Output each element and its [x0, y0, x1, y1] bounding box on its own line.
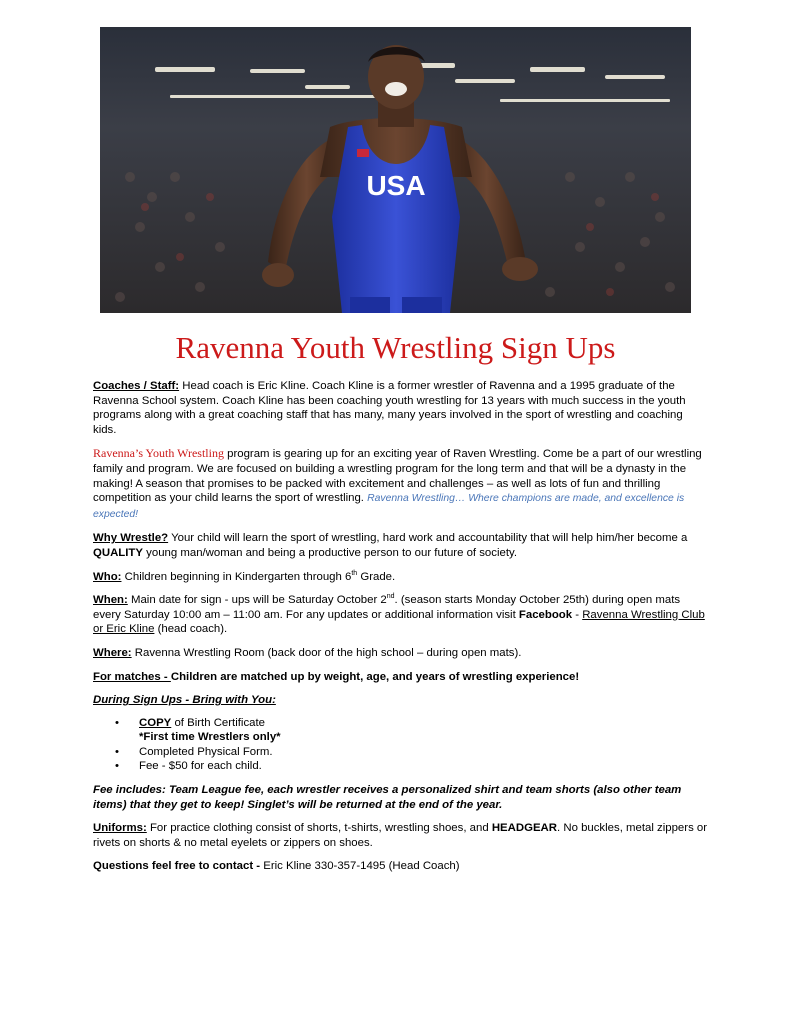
uniforms-paragraph [93, 821, 708, 850]
questions-paragraph [93, 859, 708, 874]
uniforms-label: Uniforms: [93, 822, 147, 835]
where-text: Ravenna Wrestling Room (back door of the high school – during open mats). [131, 646, 522, 659]
list-item: • Completed Physical Form. [139, 745, 708, 760]
bring-label: During Sign Ups - Bring with You: [93, 694, 276, 707]
page-title: Ravenna Youth Wrestling Sign Ups [175, 330, 616, 365]
who-label: Who: [93, 570, 122, 583]
who-paragraph [93, 570, 708, 585]
list-item: • Fee - $50 for each child. [139, 759, 708, 774]
program-paragraph [93, 446, 708, 522]
wrestler-photo-illustration [100, 27, 691, 313]
coaches-label: Coaches / Staff: [93, 380, 180, 392]
facebook-link[interactable]: Ravenna Wrestling Club or Eric Kline [93, 608, 705, 636]
flag-icon [357, 149, 369, 157]
bring-list [93, 716, 708, 774]
uniforms-text-2: . No buckles, metal zippers or rivets on shorts & no metal eyelets or zippers on shoes. [93, 822, 708, 849]
questions-text: Eric Kline 330-357-1495 (Head Coach) [263, 860, 460, 873]
who-text-1: Children beginning in Kindergarten through 6 [121, 570, 352, 583]
why-text-2: young man/woman and being a productive person to our future of society. [143, 546, 518, 559]
hero-photo [100, 27, 691, 313]
program-name: Ravenna’s Youth Wrestling [93, 446, 224, 461]
coaches-paragraph [93, 379, 708, 437]
coaches-text: Head coach is Eric Kline. Coach Kline is a former wrestler of Ravenna and a 1995 graduate of the Ravenna School system. Coach Kline has been coaching youth wrestling for 13 years with much success in the youth programs along with a great coaching staff that has many, many years involved in the sport of wrestling and coaching kids. [93, 380, 686, 436]
program-tagline: Ravenna Wrestling… Where champions are made, and excellence is expected! [93, 493, 685, 520]
list-item [139, 716, 708, 745]
when-paragraph [93, 593, 708, 637]
program-text: program is gearing up for an exciting year of Raven Wrestling. Come be a part of our wrestling family and program. We are focused on building a wrestling program for the long term and that will be a dynasty in the making! A season that promises to be packed with excitement and challenges – as well as lots of fun and thrilling competition as your child learns the sport of wrestling. [93, 448, 702, 505]
matches-text: Children are matched up by weight, age, and years of wrestling experience! [170, 670, 580, 683]
jersey-text: USA [366, 170, 426, 201]
first-time-note: *First time Wrestlers only* [139, 731, 281, 744]
when-text-1: Main date for sign - ups will be Saturday October 2 [127, 594, 387, 607]
uniforms-text-1: For practice clothing consist of shorts, t-shirts, wrestling shoes, and [146, 822, 492, 835]
who-sup: th [351, 569, 358, 577]
why-paragraph [93, 531, 708, 560]
flyer-body [93, 379, 708, 883]
when-text-2: . (season starts Monday October 25th) during open mats every Saturday 10:00 am – 11:00 am. For any updates or additional information visit [93, 594, 681, 621]
fee-paragraph: Fee includes: Team League fee, each wrestler receives a personalized shirt and team shorts (also other team items) that they get to keep! Singlet’s will be returned at the end of the year. [93, 784, 682, 811]
copy-label: COPY [139, 716, 172, 729]
where-paragraph [93, 646, 708, 661]
when-label: When: [93, 594, 128, 607]
matches-label: For matches - [93, 670, 171, 683]
questions-label: Questions feel free to contact - [93, 860, 264, 873]
matches-paragraph [93, 670, 708, 685]
copy-text: of Birth Certificate [171, 716, 265, 729]
when-dash: - [572, 608, 583, 621]
why-quality: QUALITY [93, 546, 143, 559]
when-text-3: (head coach). [154, 623, 228, 636]
headgear-label: HEADGEAR [491, 822, 558, 835]
why-text-1: Your child will learn the sport of wrestling, hard work and accountability that will help him/her become a [168, 532, 688, 545]
facebook-label: Facebook [518, 608, 573, 621]
where-label: Where: [93, 646, 132, 659]
who-text-2: Grade. [357, 570, 396, 583]
when-sup: nd [386, 593, 395, 601]
why-label: Why Wrestle? [93, 532, 169, 545]
